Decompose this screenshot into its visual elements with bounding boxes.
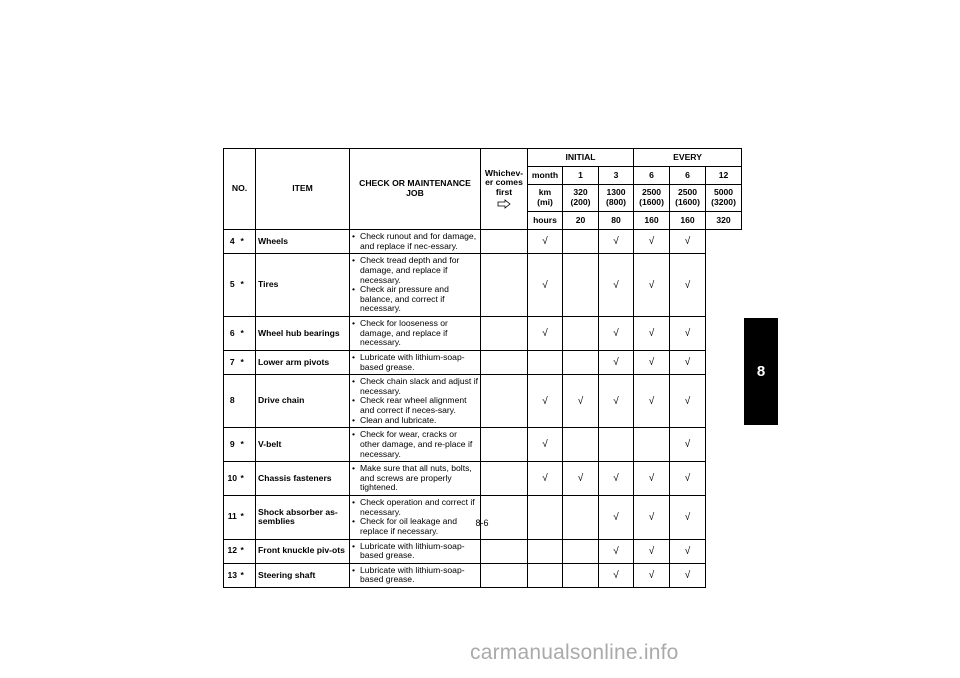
unit-label: km (mi): [528, 185, 563, 212]
table-row: [224, 563, 742, 587]
empty-cell: [563, 317, 599, 351]
unit-value: 320 (200): [563, 185, 599, 212]
job-item: • Check chain slack and adjust if necessary.: [352, 377, 478, 396]
empty-cell: [563, 496, 599, 540]
item-name: Lower arm pivots: [256, 350, 350, 374]
job-list: [352, 230, 478, 253]
table-row: [224, 375, 742, 428]
unit-value: 1300 (800): [599, 185, 634, 212]
header-no: NO.: [224, 149, 256, 230]
job-item: • Lubricate with lithium-soap-based grease.: [352, 566, 478, 585]
whichever-cell: [481, 563, 528, 587]
unit-value: 5000 (3200): [706, 185, 742, 212]
job-cell: [350, 254, 481, 317]
unit-value: 80: [599, 212, 634, 230]
unit-value: 160: [670, 212, 706, 230]
item-name: V-belt: [256, 428, 350, 462]
check-mark: √: [599, 230, 634, 254]
item-number: 12: [224, 539, 241, 563]
item-name: Drive chain: [256, 375, 350, 428]
whichever-cell: [481, 462, 528, 496]
table-row: [224, 462, 742, 496]
check-mark: √: [634, 462, 670, 496]
check-mark: √: [599, 563, 634, 587]
check-mark: √: [670, 317, 706, 351]
dealer-mark: *: [241, 496, 256, 540]
empty-cell: [528, 350, 563, 374]
job-item: • Check rear wheel alignment and correct if neces-sary.: [352, 396, 478, 415]
check-mark: √: [563, 462, 599, 496]
check-mark: √: [634, 496, 670, 540]
empty-cell: [563, 230, 599, 254]
unit-value: 6: [634, 167, 670, 185]
table-row: [224, 230, 742, 254]
watermark-text: carmanualsonline.info: [470, 641, 679, 664]
job-list: [352, 375, 478, 427]
item-name: Wheel hub bearings: [256, 317, 350, 351]
job-list: [352, 496, 478, 539]
job-item: • Clean and lubricate.: [352, 416, 478, 426]
item-name: Front knuckle piv-ots: [256, 539, 350, 563]
check-mark: √: [634, 230, 670, 254]
unit-label: month: [528, 167, 563, 185]
check-mark: √: [634, 317, 670, 351]
job-cell: [350, 563, 481, 587]
check-mark: √: [670, 375, 706, 428]
job-cell: [350, 539, 481, 563]
check-mark: √: [670, 254, 706, 317]
whichever-label: Whichev-er comes first: [484, 167, 524, 197]
dealer-mark: *: [241, 317, 256, 351]
dealer-mark: *: [241, 350, 256, 374]
check-mark: √: [599, 539, 634, 563]
job-item: • Check for wear, cracks or other damage, and re-place if necessary.: [352, 430, 478, 459]
check-mark: √: [528, 254, 563, 317]
header-job: CHECK OR MAINTENANCE JOB: [350, 149, 481, 230]
unit-value: 320: [706, 212, 742, 230]
item-number: 13: [224, 563, 241, 587]
unit-value: 3: [599, 167, 634, 185]
dealer-mark: [241, 375, 256, 428]
job-list: [352, 351, 478, 374]
page-number: 8-6: [475, 518, 489, 528]
whichever-cell: [481, 375, 528, 428]
check-mark: √: [599, 462, 634, 496]
item-number: 8: [224, 375, 241, 428]
dealer-mark: *: [241, 254, 256, 317]
table-row: [224, 539, 742, 563]
item-number: 9: [224, 428, 241, 462]
item-number: 5: [224, 254, 241, 317]
job-list: [352, 317, 478, 350]
table-body: [224, 230, 742, 588]
job-item: • Check operation and correct if necessary.: [352, 498, 478, 517]
empty-cell: [528, 539, 563, 563]
check-mark: √: [634, 375, 670, 428]
item-number: 4: [224, 230, 241, 254]
check-mark: √: [670, 462, 706, 496]
empty-cell: [563, 428, 599, 462]
empty-cell: [563, 254, 599, 317]
header-whichever: [481, 149, 528, 230]
item-number: 6: [224, 317, 241, 351]
job-cell: [350, 462, 481, 496]
whichever-cell: [481, 539, 528, 563]
dealer-mark: *: [241, 230, 256, 254]
dealer-mark: *: [241, 462, 256, 496]
empty-cell: [563, 539, 599, 563]
job-list: [352, 428, 478, 461]
dealer-mark: *: [241, 539, 256, 563]
check-mark: √: [528, 462, 563, 496]
item-name: Tires: [256, 254, 350, 317]
whichever-cell: [481, 350, 528, 374]
empty-cell: [634, 428, 670, 462]
unit-label: hours: [528, 212, 563, 230]
item-name: Wheels: [256, 230, 350, 254]
table-row: [224, 350, 742, 374]
check-mark: √: [670, 539, 706, 563]
header-every: EVERY: [634, 149, 742, 167]
empty-cell: [528, 496, 563, 540]
check-mark: √: [670, 230, 706, 254]
job-list: [352, 254, 478, 316]
job-cell: [350, 317, 481, 351]
job-item: • Check air pressure and balance, and correct if necessary.: [352, 285, 478, 314]
check-mark: √: [599, 317, 634, 351]
table-row: [224, 428, 742, 462]
whichever-cell: [481, 317, 528, 351]
job-item: • Check tread depth and for damage, and replace if necessary.: [352, 256, 478, 285]
check-mark: √: [634, 350, 670, 374]
table-row: [224, 254, 742, 317]
check-mark: √: [528, 230, 563, 254]
job-item: • Check for oil leakage and replace if necessary.: [352, 517, 478, 536]
dealer-mark: *: [241, 428, 256, 462]
check-mark: √: [670, 428, 706, 462]
empty-cell: [563, 563, 599, 587]
header-item: ITEM: [256, 149, 350, 230]
unit-value: 2500 (1600): [634, 185, 670, 212]
empty-cell: [528, 563, 563, 587]
check-mark: √: [599, 254, 634, 317]
check-mark: √: [599, 350, 634, 374]
empty-cell: [563, 350, 599, 374]
job-item: • Lubricate with lithium-soap-based grease.: [352, 353, 478, 372]
check-mark: √: [599, 496, 634, 540]
dealer-mark: *: [241, 563, 256, 587]
unit-value: 20: [563, 212, 599, 230]
job-list: [352, 540, 478, 563]
check-mark: √: [670, 563, 706, 587]
job-cell: [350, 230, 481, 254]
item-name: Steering shaft: [256, 563, 350, 587]
check-mark: √: [528, 317, 563, 351]
unit-value: 2500 (1600): [670, 185, 706, 212]
check-mark: √: [599, 375, 634, 428]
whichever-cell: [481, 254, 528, 317]
job-cell: [350, 496, 481, 540]
check-mark: √: [634, 539, 670, 563]
check-mark: √: [634, 254, 670, 317]
job-list: [352, 564, 478, 587]
check-mark: √: [670, 496, 706, 540]
unit-value: 1: [563, 167, 599, 185]
job-item: • Check runout and for damage, and replace if nec-essary.: [352, 232, 478, 251]
table-header: [224, 149, 742, 230]
job-list: [352, 462, 478, 495]
check-mark: √: [528, 375, 563, 428]
job-item: • Check for looseness or damage, and replace if necessary.: [352, 319, 478, 348]
unit-value: 160: [634, 212, 670, 230]
job-cell: [350, 428, 481, 462]
arrow-right-icon: [497, 199, 511, 209]
unit-value: 6: [670, 167, 706, 185]
job-cell: [350, 375, 481, 428]
unit-value: 12: [706, 167, 742, 185]
job-cell: [350, 350, 481, 374]
job-item: • Make sure that all nuts, bolts, and screws are properly tightened.: [352, 464, 478, 493]
job-item: • Lubricate with lithium-soap-based grease.: [352, 542, 478, 561]
item-name: Shock absorber as-semblies: [256, 496, 350, 540]
item-number: 7: [224, 350, 241, 374]
whichever-cell: [481, 230, 528, 254]
check-mark: √: [634, 563, 670, 587]
check-mark: √: [528, 428, 563, 462]
empty-cell: [599, 428, 634, 462]
header-initial: INITIAL: [528, 149, 634, 167]
table-row: [224, 317, 742, 351]
check-mark: √: [670, 350, 706, 374]
item-number: 11: [224, 496, 241, 540]
item-name: Chassis fasteners: [256, 462, 350, 496]
check-mark: √: [563, 375, 599, 428]
section-tab: 8: [744, 318, 778, 425]
whichever-cell: [481, 428, 528, 462]
item-number: 10: [224, 462, 241, 496]
